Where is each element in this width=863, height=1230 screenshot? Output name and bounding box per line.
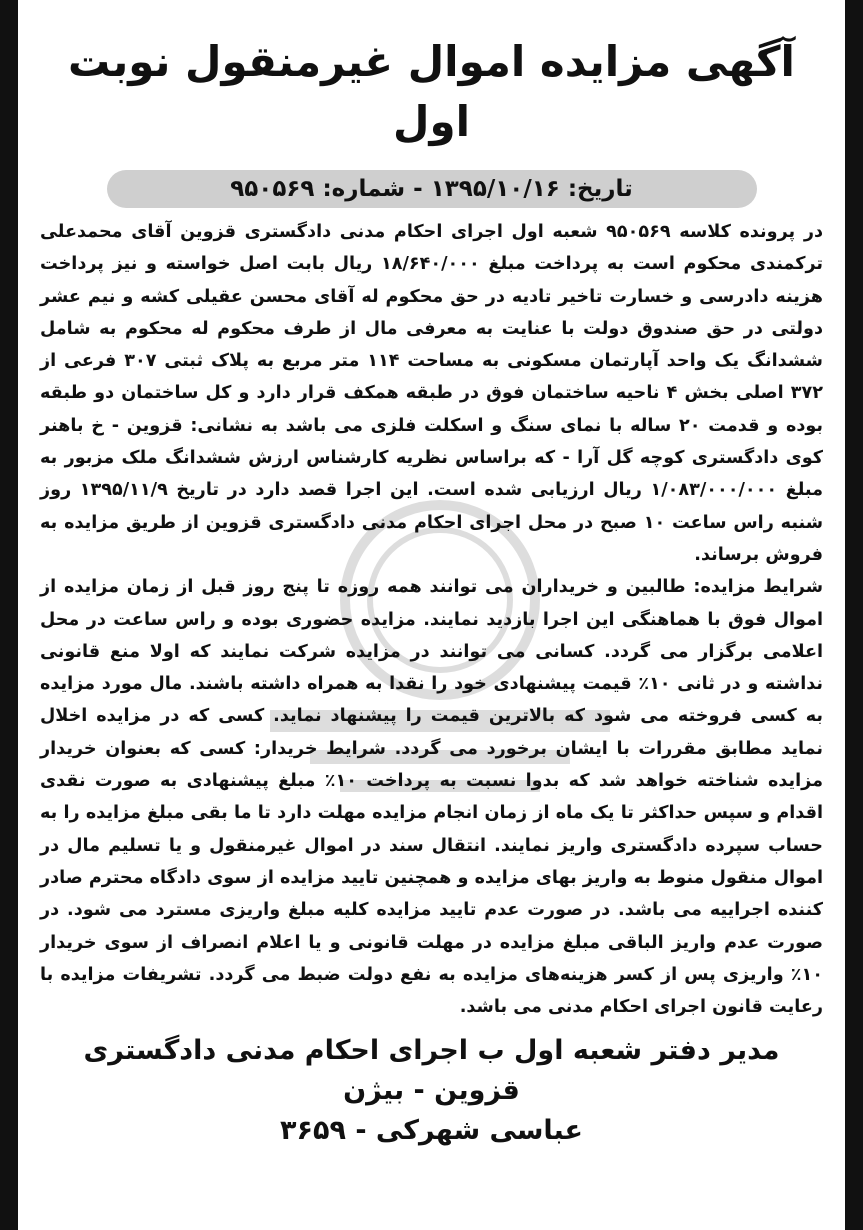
auction-conditions-paragraph: شرایط مزایده: طالبین و خریداران می توانند همه روزه تا پنج روز قبل از زمان مزایده از اموال فوق با هماهنگی این اجرا بازدید نمایند. مزایده حضوری بوده و راس ساعت در محل اعلامی برگزار می گردد. کسانی می توانند در مزایده شرکت نمایند که اولا منع قانونی نداشته و در ثانی ۱۰٪ قیمت پیشنهادی خود را نقدا به همراه داشته باشند. مال مورد مزایده به کسی فروخته می شود که بالاترین قیمت را پیشنهاد نماید. کسی که در مزایده اخلال نماید مطابق مقررات با ایشان برخورد می گردد. شرایط خریدار: کسی که بعنوان خریدار مزایده شناخته خواهد شد که بدوا نسبت به پرداخت ۱۰٪ مبلغ پیشنهادی به صورت نقدی اقدام و سپس حداکثر تا یک ماه از زمان انجام مزایده مهلت دارد تا ما بقی مبلغ مزایده را به حساب سپرده دادگستری واریز نمایند. انتقال سند در اموال غیرمنقول و یا تسلیم مال در اموال منقول منوط به واریز بهای مزایده و همچنین تایید مزایده از سوی دادگاه محترم صادر کننده اجراییه می باشد. در صورت عدم تایید مزایده کلیه مبلغ واریزی مسترد می شود. در صورت عدم واریز الباقی مبلغ مزایده در مهلت قانونی و یا اعلام انصراف از سوی خریدار ۱۰٪ واریزی پس از کسر هزینه‌های مزایده به نفع دولت ضبط می گردد. تشریفات مزایده با رعایت قانون اجرای احکام مدنی می باشد.: [40, 577, 824, 1018]
case-description-paragraph: در پرونده کلاسه ۹۵۰۵۶۹ شعبه اول اجرای احکام مدنی دادگستری قزوین آقای محمدعلی ترکمندی محکوم است به پرداخت مبلغ ۱۸/۶۴۰/۰۰۰ ریال بابت اصل خواسته و نیز پرداخت هزینه دادرسی و خسارت تاخیر تادیه در حق محکوم له آقای محسن عقیلی کشه و نیم عشر دولتی در حق صندوق دولت با عنایت به معرفی مال از طرف محکوم له محکوم به شامل ششدانگ یک واحد آپارتمان مسکونی به مساحت ۱۱۴ متر مربع به پلاک ثبتی ۳۰۷ فرعی از ۳۷۲ اصلی بخش ۴ ناحیه ساختمان فوق در طبقه همکف قرار دارد و کل ساختمان دو طبقه بوده و قدمت ۲۰ ساله با نمای سنگ و اسکلت فلزی می باشد به نشانی: قزوین - خ باهنر کوی دادگستری کوچه گل آرا - که براساس نظریه کارشناس ارزش ششدانگ ملک مزبور به مبلغ ۱/۰۸۳/۰۰۰/۰۰۰ ریال ارزیابی شده است. این اجرا قصد دارد در تاریخ ۱۳۹۵/۱۱/۹ روز شنبه راس ساعت ۱۰ صبح در محل اجرای احکام مدنی دادگستری قزوین از طریق مزایده به فروش برساند.: [40, 222, 824, 565]
date-number-badge: تاریخ: ۱۳۹۵/۱۰/۱۶ - شماره: ۹۵۰۵۶۹: [107, 170, 757, 208]
right-border-bar: [845, 0, 863, 1230]
notice-body: [40, 216, 823, 1023]
notice-title: آگهی مزایده اموال غیرمنقول نوبت اول: [68, 37, 795, 146]
left-border-bar: [0, 0, 18, 1230]
signature-block: [40, 1031, 823, 1151]
auction-notice: [40, 18, 823, 1213]
signature-line-2: عباسی شهرکی - ۳۶۵۹: [280, 1115, 583, 1147]
signature-line-1: مدیر دفتر شعبه اول ب اجرای احکام مدنی دادگستری قزوین - بیژن: [83, 1035, 780, 1107]
